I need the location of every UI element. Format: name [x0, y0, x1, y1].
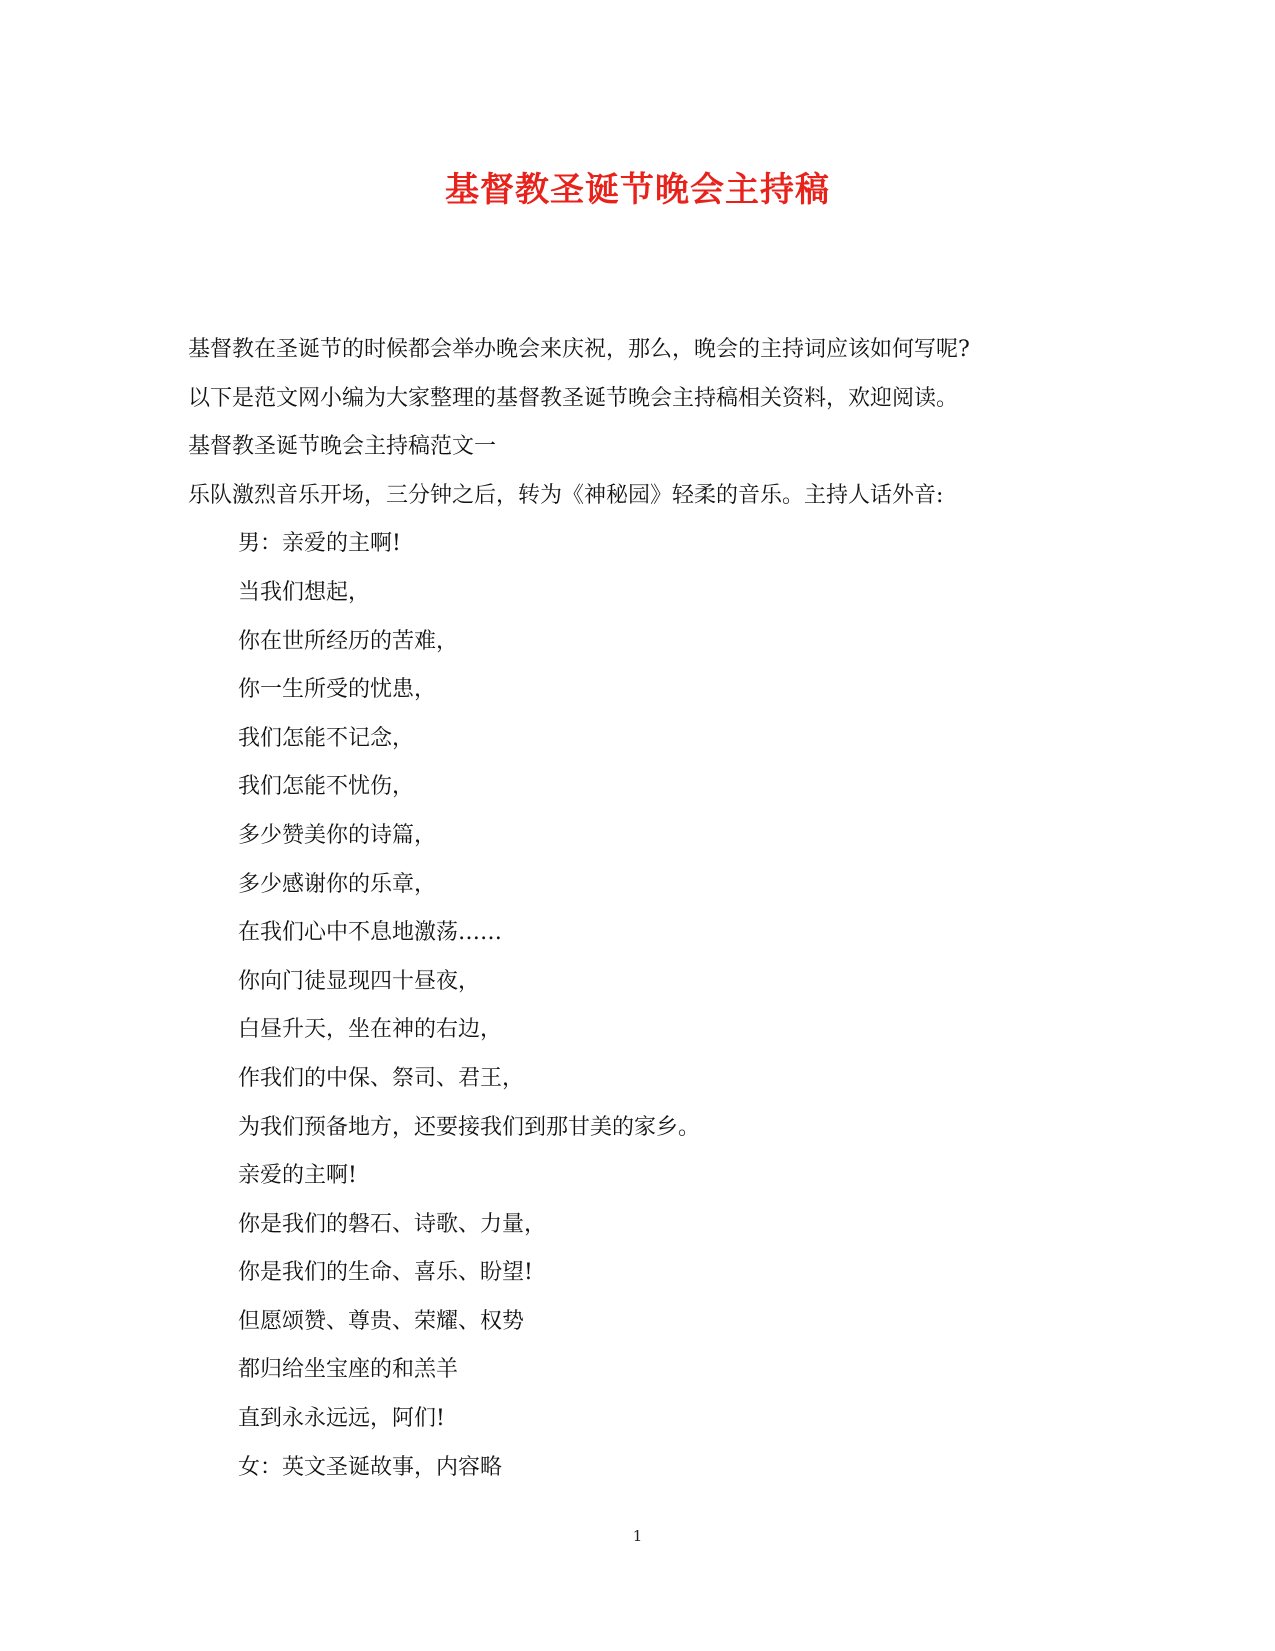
paragraph-line: 你是我们的磐石、诗歌、力量，	[238, 1211, 547, 1237]
paragraph-line: 你是我们的生命、喜乐、盼望!	[238, 1260, 533, 1286]
paragraph-line: 你在世所经历的苦难，	[238, 628, 459, 654]
page-number: 1	[632, 1527, 643, 1545]
paragraph-line: 你向门徒显现四十昼夜，	[238, 968, 481, 994]
paragraph-line: 亲爱的主啊!	[238, 1163, 357, 1189]
document-body	[188, 326, 1088, 1492]
paragraph-line: 为我们预备地方，还要接我们到那甘美的家乡。	[238, 1114, 701, 1140]
paragraph-line: 当我们想起，	[238, 579, 371, 605]
paragraph-line: 我们怎能不忧伤，	[238, 774, 415, 800]
paragraph-line: 女：英文圣诞故事，内容略	[238, 1454, 503, 1480]
document-title: 基督教圣诞节晚会主持稿	[445, 170, 830, 210]
paragraph-line: 直到永永远远，阿们!	[238, 1406, 445, 1432]
paragraph-line: 基督教圣诞节晚会主持稿范文一	[188, 434, 497, 460]
paragraph-line: 以下是范文网小编为大家整理的基督教圣诞节晚会主持稿相关资料，欢迎阅读。	[188, 385, 959, 411]
paragraph-line: 你一生所受的忧患，	[238, 677, 437, 703]
paragraph-line: 作我们的中保、祭司、君王，	[238, 1065, 525, 1091]
paragraph-line: 男：亲爱的主啊!	[238, 531, 401, 557]
paragraph-line: 多少赞美你的诗篇，	[238, 822, 437, 848]
paragraph-line: 都归给坐宝座的和羔羊	[238, 1357, 459, 1383]
paragraph-line: 在我们心中不息地激荡……	[238, 920, 503, 946]
paragraph-line: 基督教在圣诞节的时候都会举办晚会来庆祝，那么，晚会的主持词应该如何写呢?	[188, 337, 970, 362]
paragraph-line: 但愿颂赞、尊贵、荣耀、权势	[238, 1308, 525, 1334]
paragraph-line: 白昼升天，坐在神的右边，	[238, 1017, 503, 1043]
paragraph-line: 乐队激烈音乐开场，三分钟之后，转为《神秘园》轻柔的音乐。主持人话外音:	[188, 482, 944, 508]
paragraph-line: 多少感谢你的乐章，	[238, 871, 437, 897]
paragraph-line: 我们怎能不记念，	[238, 725, 415, 751]
